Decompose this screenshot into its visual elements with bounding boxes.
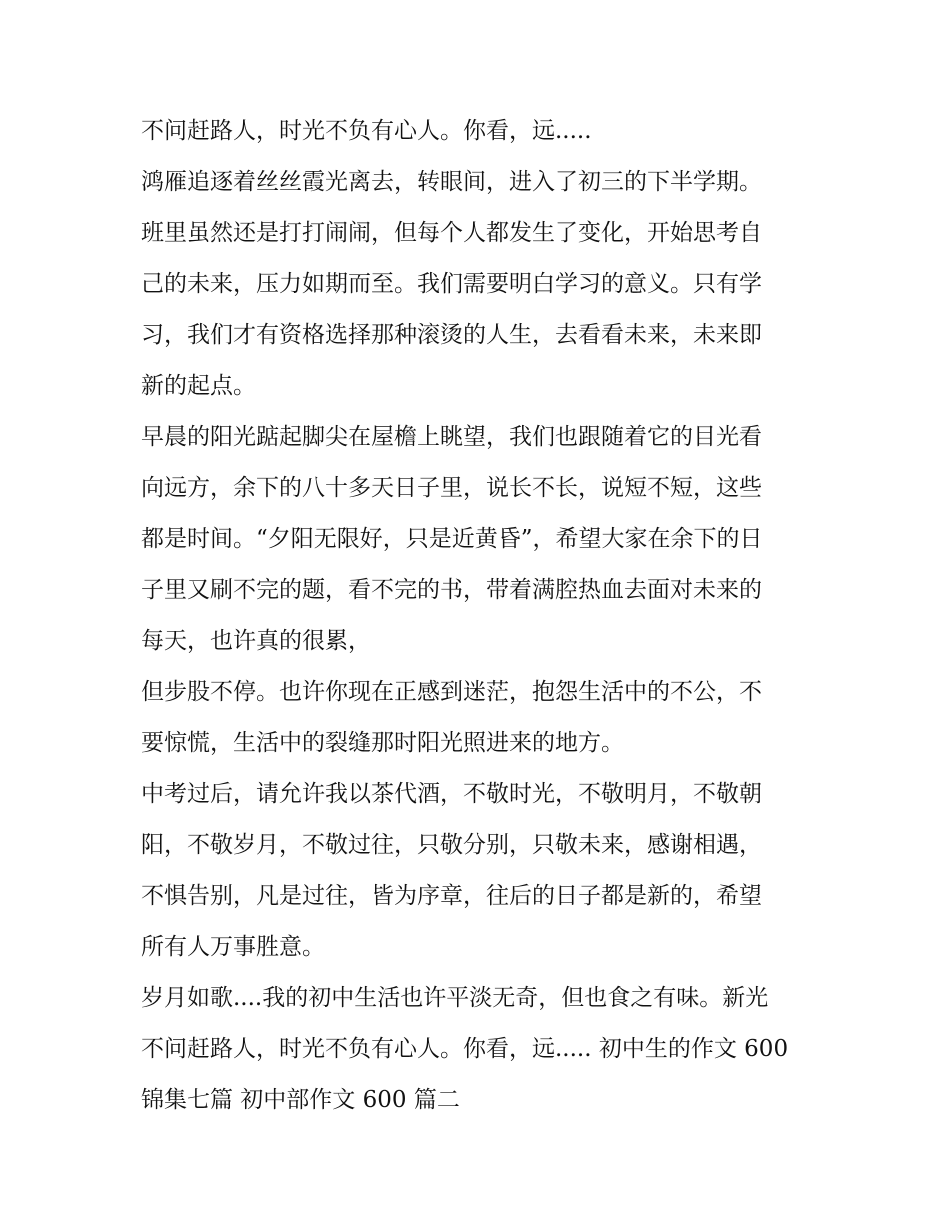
text-line: 向远方，余下的八十多天日子里，说长不长，说短不短，这些 — [141, 475, 762, 501]
text-line: 阳，不敬岁月，不敬过往，只敬分别，只敬未来，感谢相遇， — [141, 832, 762, 858]
text-line: 中考过后，请允许我以茶代酒，不敬时光，不敬明月，不敬朝 — [141, 781, 762, 807]
text-line: 鸿雁追逐着丝丝霞光离去，转眼间，进入了初三的下半学期。 — [141, 169, 762, 195]
text-line: 不问赶路人，时光不负有心人。你看，远..... 初中生的作文 600 — [141, 1036, 789, 1062]
text-line: 早晨的阳光踮起脚尖在屋檐上眺望，我们也跟随着它的目光看 — [141, 424, 762, 450]
text-line: 习，我们才有资格选择那种滚烫的人生，去看看未来，未来即 — [141, 322, 762, 348]
text-line: 子里又刷不完的题，看不完的书，带着满腔热血去面对未来的 — [141, 577, 762, 603]
text-line: 每天，也许真的很累， — [141, 628, 371, 654]
text-line: 所有人万事胜意。 — [141, 934, 325, 960]
text-line: 但步股不停。也许你现在正感到迷茫，抱怨生活中的不公，不 — [141, 679, 762, 705]
text-line: 岁月如歌....我的初中生活也许平淡无奇，但也食之有味。新光 — [141, 985, 769, 1011]
text-line: 班里虽然还是打打闹闹，但每个人都发生了变化，开始思考自 — [141, 220, 762, 246]
text-line: 己的未来，压力如期而至。我们需要明白学习的意义。只有学 — [141, 271, 762, 297]
text-line: 锦集七篇 初中部作文 600 篇二 — [141, 1087, 460, 1113]
text-line: 新的起点。 — [141, 373, 256, 399]
text-line: 都是时间。“夕阳无限好，只是近黄昏”，希望大家在余下的日 — [141, 526, 763, 552]
text-line: 不惧告别，凡是过往，皆为序章，往后的日子都是新的，希望 — [141, 883, 762, 909]
essay-text — [141, 106, 821, 1126]
text-line: 要惊慌，生活中的裂缝那时阳光照进来的地方。 — [141, 730, 624, 756]
text-line: 不问赶路人，时光不负有心人。你看，远..... — [141, 118, 592, 144]
